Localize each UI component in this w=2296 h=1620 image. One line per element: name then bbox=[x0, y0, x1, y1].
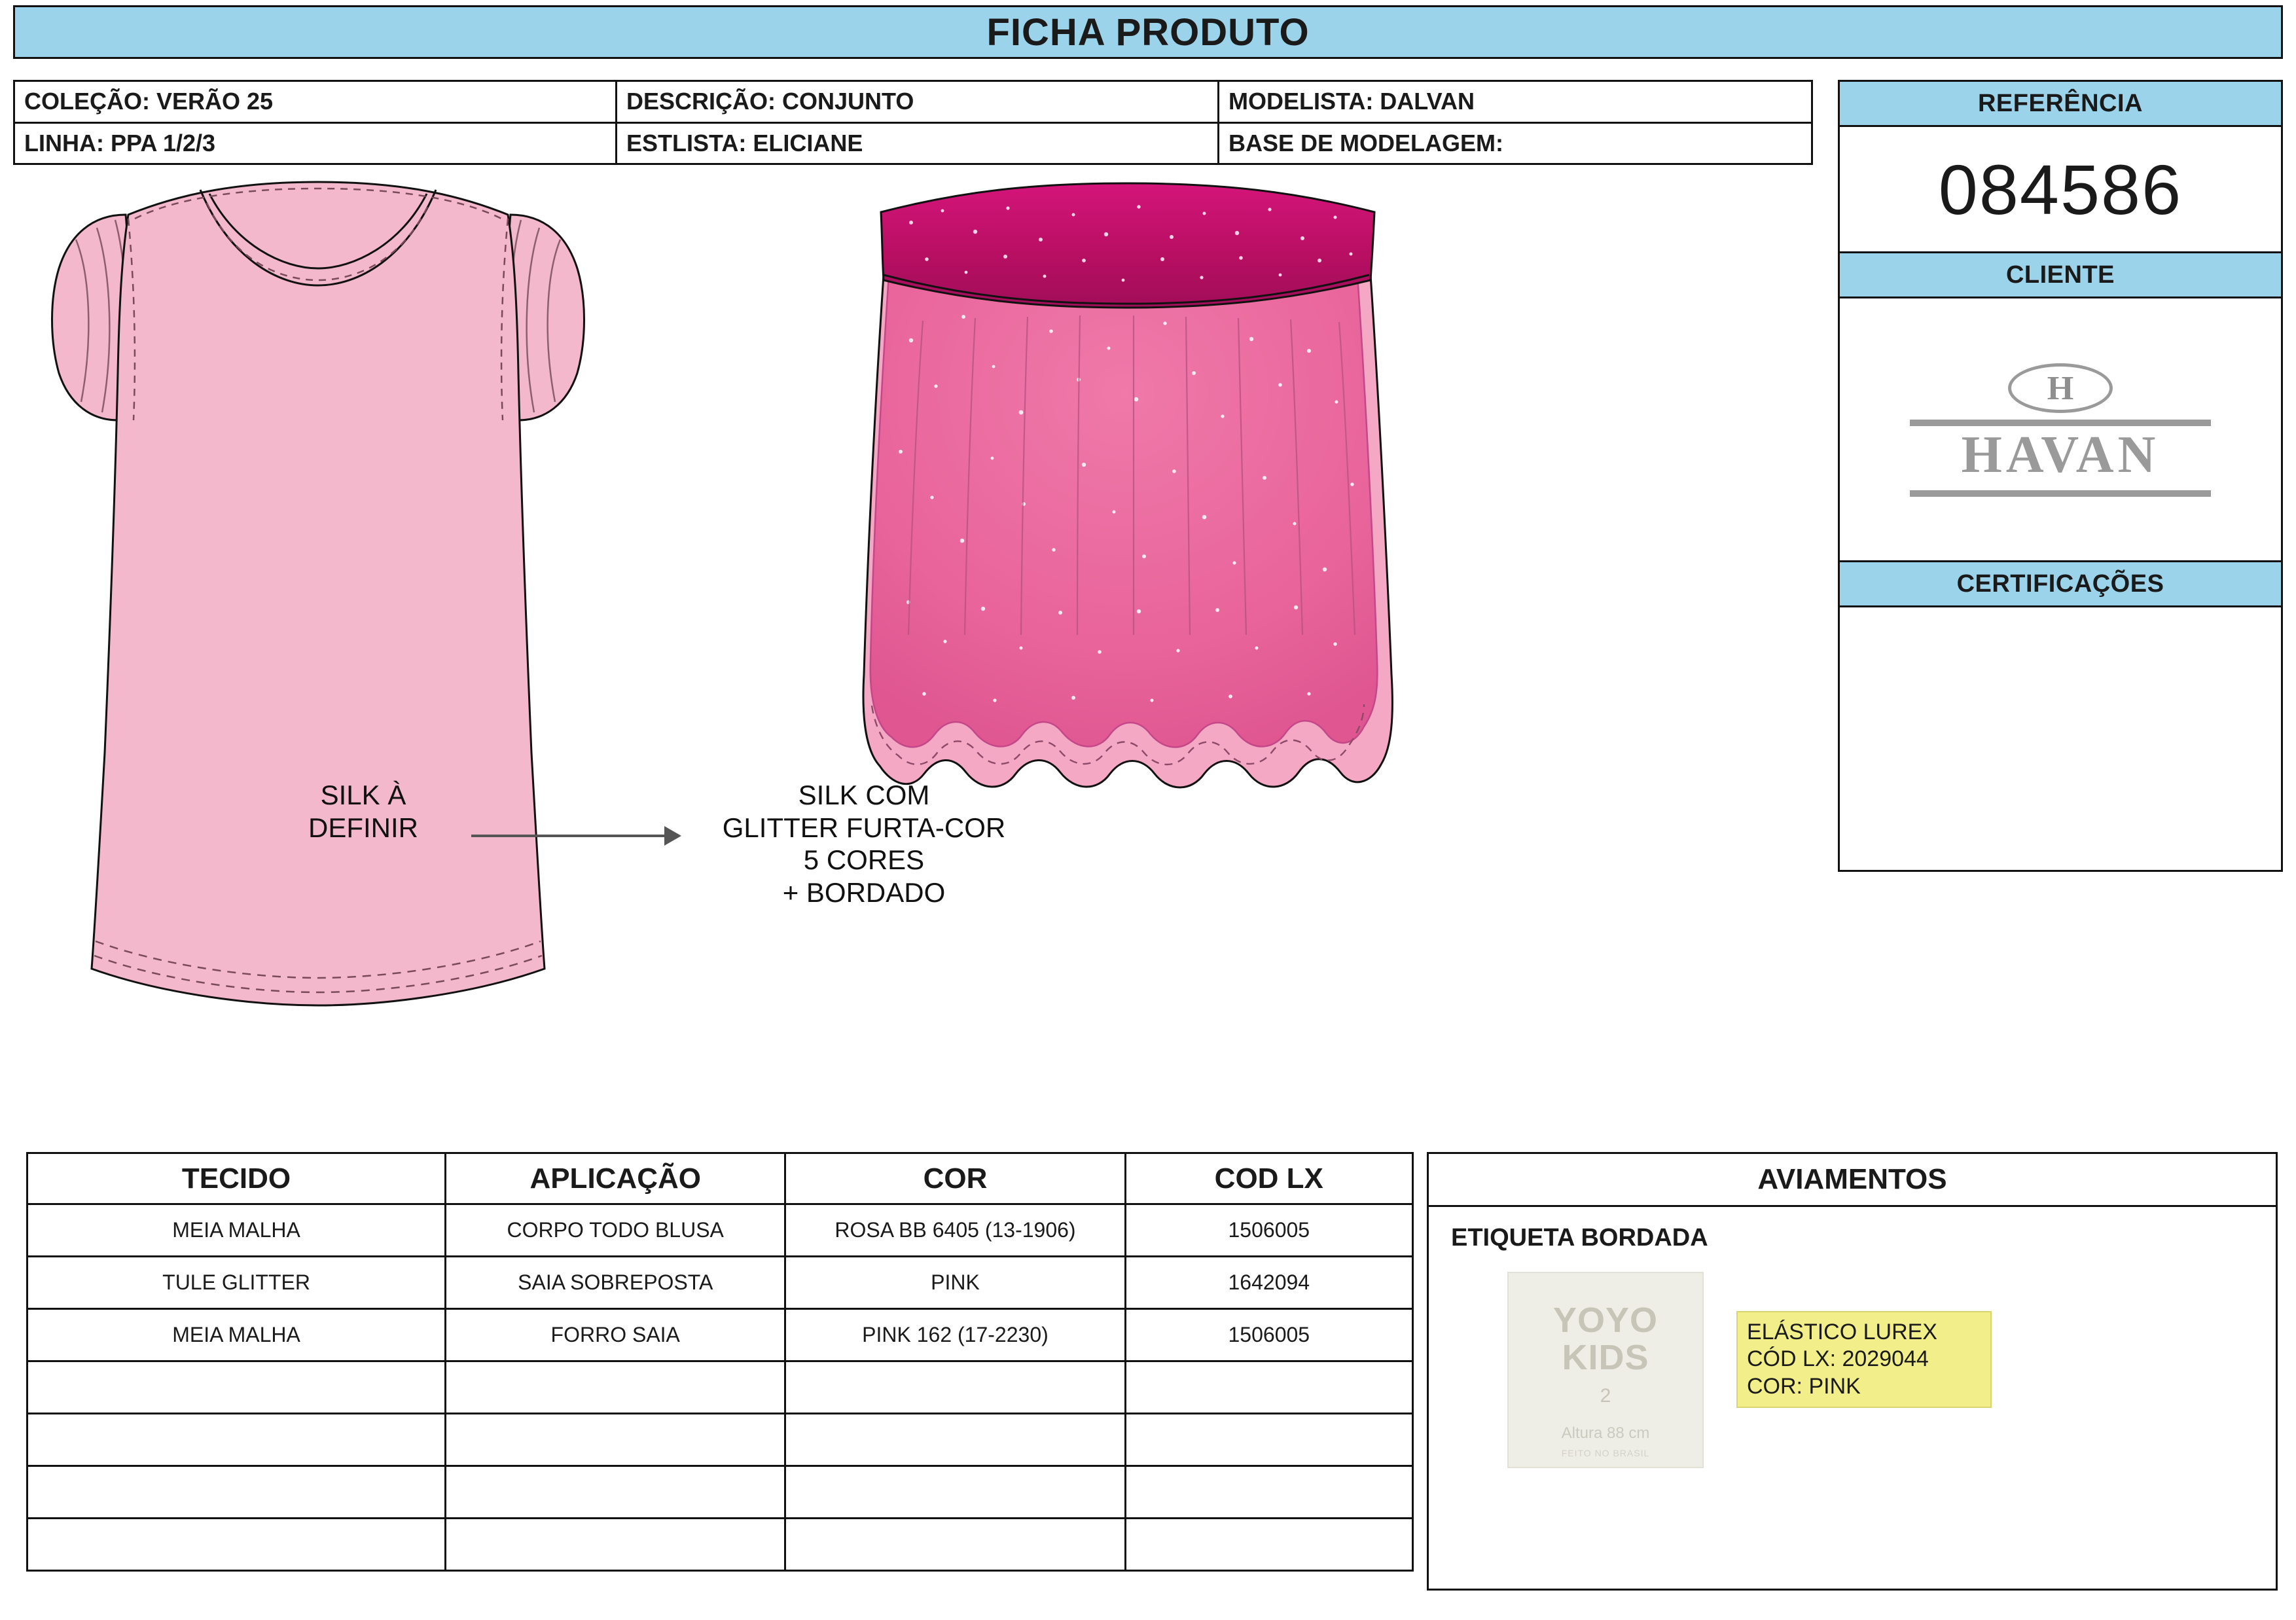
cliente-logo-box bbox=[1840, 298, 2281, 562]
cell-cor: PINK bbox=[785, 1257, 1125, 1309]
annotation-silk-right bbox=[681, 779, 1047, 909]
cell-tecido bbox=[27, 1519, 446, 1571]
table-row bbox=[27, 1204, 1413, 1257]
cell-aplicacao: CORPO TODO BLUSA bbox=[446, 1204, 785, 1257]
referencia-value: 084586 bbox=[1938, 149, 2183, 229]
label-height: Altura 88 cm bbox=[1561, 1424, 1650, 1443]
cell-aplicacao: FORRO SAIA bbox=[446, 1309, 785, 1361]
field-descricao: DESCRIÇÃO: CONJUNTO bbox=[617, 82, 1219, 122]
cell-codlx bbox=[1125, 1361, 1412, 1414]
cliente-header: CLIENTE bbox=[1840, 253, 2281, 298]
cell-tecido bbox=[27, 1361, 446, 1414]
annotation-silk-right-line2: GLITTER FURTA-COR bbox=[722, 812, 1006, 843]
field-colecao: COLEÇÃO: VERÃO 25 bbox=[15, 82, 617, 122]
aviamentos-title: AVIAMENTOS bbox=[1429, 1154, 2276, 1207]
cell-aplicacao bbox=[446, 1466, 785, 1519]
field-linha: LINHA: PPA 1/2/3 bbox=[15, 124, 617, 164]
cell-cor: ROSA BB 6405 (13-1906) bbox=[785, 1204, 1125, 1257]
table-row bbox=[27, 1361, 1413, 1414]
referencia-header: REFERÊNCIA bbox=[1840, 82, 2281, 127]
annotation-silk-left-line1: SILK À bbox=[320, 780, 406, 810]
callout-arrow-line bbox=[471, 835, 668, 837]
aviamentos-body bbox=[1429, 1252, 2276, 1566]
table-row bbox=[27, 1519, 1413, 1571]
label-made-in: FEITO NO BRASIL bbox=[1561, 1448, 1650, 1459]
header-info-row bbox=[15, 124, 1811, 164]
havan-monogram bbox=[1907, 362, 2214, 414]
label-brand-line2: KIDS bbox=[1562, 1337, 1649, 1377]
cell-cor bbox=[785, 1466, 1125, 1519]
field-modelista: MODELISTA: DALVAN bbox=[1229, 88, 1475, 115]
header-info-row bbox=[15, 82, 1811, 124]
cell-tecido: MEIA MALHA bbox=[27, 1309, 446, 1361]
blouse-drawing bbox=[52, 182, 584, 1005]
cell-tecido bbox=[27, 1414, 446, 1466]
elastic-note bbox=[1736, 1311, 1992, 1408]
certificacoes-header: CERTIFICAÇÕES bbox=[1840, 562, 2281, 607]
label-brand-line1: YOYO bbox=[1552, 1301, 1659, 1340]
referencia-value-box bbox=[1840, 127, 2281, 253]
cell-cor bbox=[785, 1414, 1125, 1466]
annotation-silk-right-line1: SILK COM bbox=[798, 780, 930, 810]
cell-cor: PINK 162 (17-2230) bbox=[785, 1309, 1125, 1361]
column-header-tecido: TECIDO bbox=[27, 1153, 446, 1204]
certificacoes-value bbox=[1840, 607, 2281, 870]
cell-tecido: TULE GLITTER bbox=[27, 1257, 446, 1309]
aviamentos-subtitle: ETIQUETA BORDADA bbox=[1451, 1224, 1708, 1251]
technical-drawing-area bbox=[13, 177, 1820, 1132]
elastic-note-line1: ELÁSTICO LUREX bbox=[1747, 1320, 1937, 1344]
page-title bbox=[13, 5, 2283, 59]
reference-panel bbox=[1838, 80, 2283, 872]
annotation-silk-right-line3: 5 CORES bbox=[803, 844, 925, 876]
skirt-drawing bbox=[863, 183, 1392, 797]
table-row bbox=[27, 1257, 1413, 1309]
fabric-table-header-row bbox=[27, 1153, 1413, 1204]
annotation-silk-left-line2: DEFINIR bbox=[308, 812, 418, 843]
havan-logo-letter: H bbox=[2047, 369, 2074, 407]
cell-tecido bbox=[27, 1466, 446, 1519]
cell-aplicacao bbox=[446, 1414, 785, 1466]
elastic-note-line3: COR: PINK bbox=[1747, 1373, 1861, 1399]
annotation-silk-left bbox=[255, 779, 471, 844]
fabric-table bbox=[26, 1152, 1414, 1572]
havan-ellipse-icon bbox=[2008, 363, 2113, 413]
field-base-modelagem: BASE DE MODELAGEM: bbox=[1229, 129, 1504, 156]
column-header-cor: COR bbox=[785, 1153, 1125, 1204]
embroidered-label-swatch bbox=[1507, 1272, 1704, 1468]
cell-cor bbox=[785, 1519, 1125, 1571]
garment-illustrations bbox=[13, 177, 1820, 1132]
cell-codlx bbox=[1125, 1519, 1412, 1571]
table-row bbox=[27, 1309, 1413, 1361]
column-header-aplicacao: APLICAÇÃO bbox=[446, 1153, 785, 1204]
havan-wordmark: HAVAN bbox=[1961, 426, 2160, 484]
annotation-silk-right-line4: + BORDADO bbox=[782, 876, 946, 908]
cell-codlx bbox=[1125, 1414, 1412, 1466]
havan-logo bbox=[1907, 362, 2214, 497]
cell-codlx bbox=[1125, 1466, 1412, 1519]
cell-codlx: 1506005 bbox=[1125, 1309, 1412, 1361]
table-row bbox=[27, 1466, 1413, 1519]
aviamentos-panel bbox=[1427, 1152, 2278, 1591]
cell-codlx: 1506005 bbox=[1125, 1204, 1412, 1257]
header-info-table bbox=[13, 80, 1813, 165]
havan-rule-bottom bbox=[1910, 490, 2211, 497]
page-title-text: FICHA PRODUTO bbox=[986, 10, 1310, 54]
cell-codlx: 1642094 bbox=[1125, 1257, 1412, 1309]
cell-cor bbox=[785, 1361, 1125, 1414]
cell-aplicacao bbox=[446, 1519, 785, 1571]
field-estilista: ESTLISTA: ELICIANE bbox=[617, 124, 1219, 164]
column-header-codlx: COD LX bbox=[1125, 1153, 1412, 1204]
havan-rule-top bbox=[1910, 420, 2211, 426]
table-row bbox=[27, 1414, 1413, 1466]
cell-aplicacao: SAIA SOBREPOSTA bbox=[446, 1257, 785, 1309]
label-size: 2 bbox=[1600, 1385, 1611, 1407]
cell-aplicacao bbox=[446, 1361, 785, 1414]
cell-tecido: MEIA MALHA bbox=[27, 1204, 446, 1257]
elastic-note-line2: CÓD LX: 2029044 bbox=[1747, 1346, 1929, 1372]
callout-arrow-head-icon bbox=[664, 826, 681, 846]
